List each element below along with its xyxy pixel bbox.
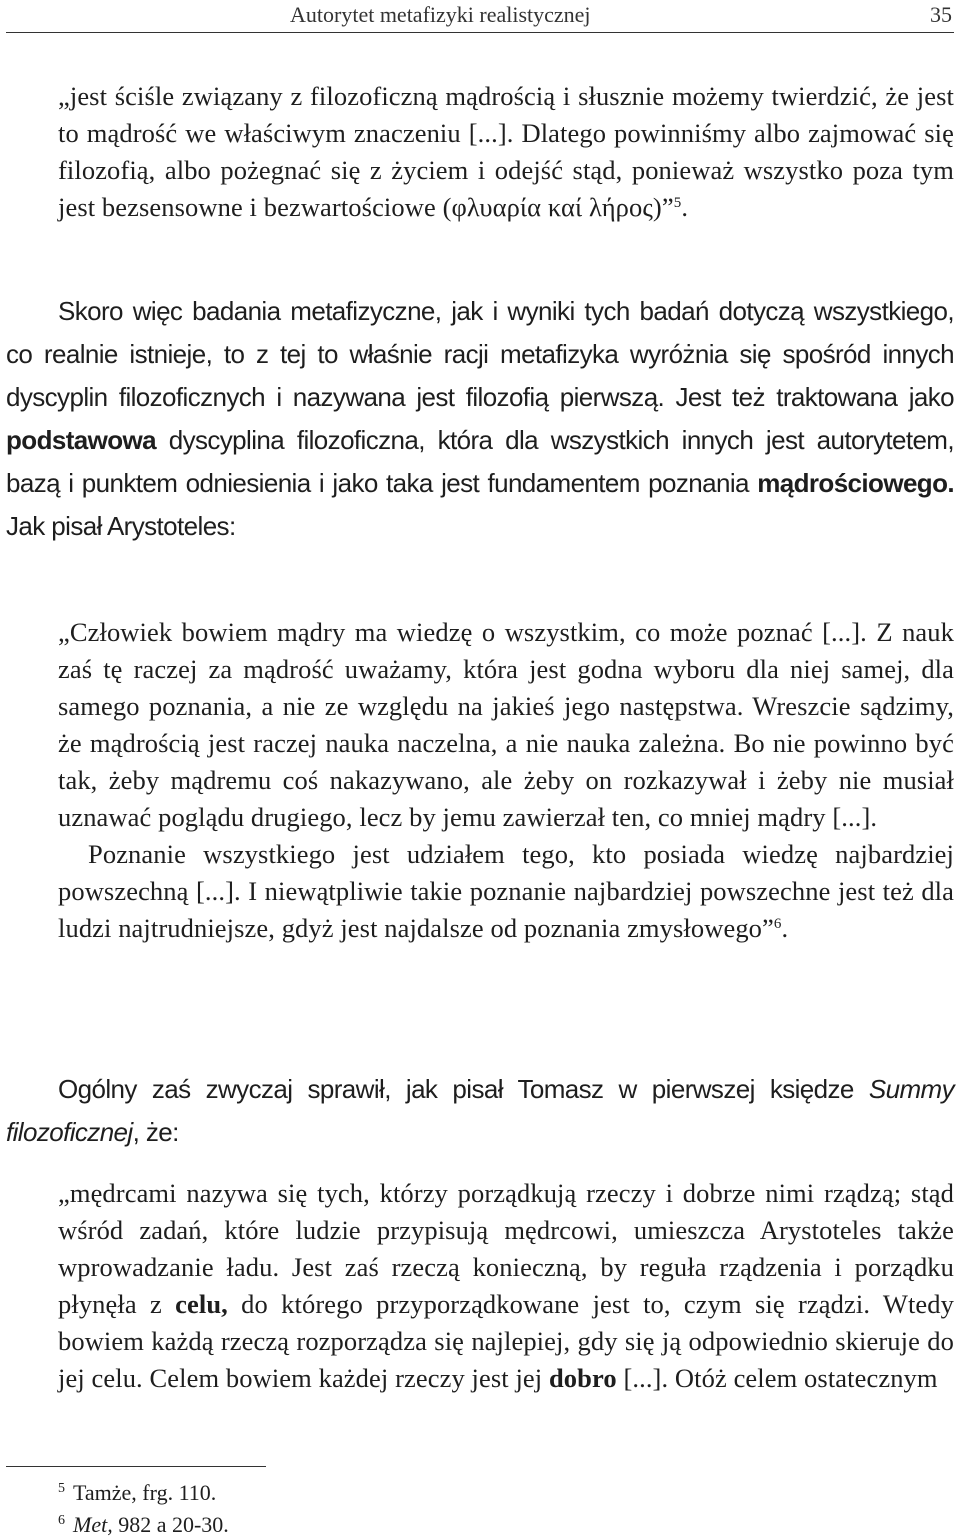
quote-text-end: .	[781, 913, 789, 943]
header-rule	[6, 32, 954, 33]
footnote-ref-5[interactable]: 5	[673, 195, 682, 211]
bold-term-celu: celu,	[175, 1289, 228, 1319]
paragraph-text: Skoro więc badania metafizyczne, jak i wyniki tych badań dotyczą wszystkiego, co realnie istnieje, to z tej to właśnie racji metafizyka wyróżnia się spośród innych dyscyplin filozoficznych i nazywana jest filozofią pierwszą. Jest też traktowana jako	[6, 296, 954, 412]
paragraph-text: Jak pisał Arystoteles:	[6, 511, 236, 541]
paragraph-text: dyscyplina filozoficzna, która dla wszystkich innych jest autorytetem, bazą i punktem odniesienia i jako taka jest fundamentem poznania	[6, 425, 954, 498]
footnote-text: Tamże, frg. 110.	[73, 1480, 217, 1505]
quote-text-end: .	[681, 192, 689, 222]
block-quote-1	[58, 78, 954, 226]
footnote-text: 982 a 20-30.	[112, 1512, 229, 1537]
paragraph-text: , że:	[132, 1117, 179, 1147]
footnote-ref-6[interactable]: 6	[773, 916, 782, 932]
footnote-italic: Met,	[73, 1512, 113, 1537]
quote-text: „mędrcami nazywa się tych, którzy porządkują rzeczy i dobrze nimi rządzą; stąd wśród zadań, które ludzie przypisują mędrcowi, umieszcza Arystoteles także wprowadzanie ładu. Jest zaś rzeczą konieczną, by reguła rządzenia i porządku płynęła z	[58, 1178, 954, 1319]
paragraph-text: Ogólny zaś zwyczaj sprawił, jak pisał Tomasz w pierwszej księdze	[58, 1074, 869, 1104]
footnote-5	[58, 1475, 216, 1507]
block-quote-2	[58, 614, 954, 947]
book-title-italic: Summy filozoficznej	[6, 1074, 954, 1147]
running-title: Autorytet metafizyki realistycznej	[290, 2, 591, 27]
bold-term-dobro: dobro	[548, 1363, 617, 1393]
footnote-number: 5	[58, 1481, 65, 1496]
quote-text: „jest ściśle związany z filozoficzną mądrością i słusznie możemy twierdzić, że jest to mądrość we właściwym znaczeniu [...]. Dlatego powinniśmy albo zajmować się filozofią, albo pożegnać się z życiem i odejść stąd, ponieważ wszystko poza tym jest bezsensowne i bezwartościowe (φλυαρία καί λήρος)”	[58, 81, 954, 222]
paragraph-1	[6, 290, 954, 548]
footnote-6	[58, 1507, 229, 1539]
block-quote-3	[58, 1175, 954, 1397]
page-number: 35	[930, 2, 952, 27]
paragraph-2	[6, 1068, 954, 1154]
footnote-rule	[6, 1466, 266, 1467]
quote-paragraph: „Człowiek bowiem mądry ma wiedzę o wszystkim, co może poznać [...]. Z nauk zaś tę raczej za mądrość uważamy, która jest godna wyboru dla niej samej, dla samego poznania, a nie ze względu na jakieś jego następstwa. Wreszcie sądzimy, że mądrością jest raczej nauka naczelna, a nie nauka zależna. Bo nie powinno być tak, żeby mądremu coś nakazywano, ale żeby on rozkazywał i żeby nie musiał uznawać poglądu drugiego, lecz by jemu zawierzał ten, co mniej mądry [...].	[58, 617, 954, 832]
quote-text: Poznanie wszystkiego jest udziałem tego, kto posiada wiedzę najbardziej powszechną [...]. I niewątpliwie takie poznanie najbardziej powszechne jest też dla ludzi najtrudniejsze, gdyż jest najdalsze od poznania zmysłowego”	[58, 839, 954, 943]
running-head	[0, 0, 960, 34]
bold-term-madrosciowego: mądrościowego.	[757, 468, 954, 498]
footnote-number: 6	[58, 1513, 65, 1528]
bold-term-podstawowa: podstawowa	[6, 425, 157, 455]
quote-text: [...]. Otóż celem ostatecznym	[616, 1363, 938, 1393]
quote-text: do którego przyporządkowane jest to, czym się rządzi. Wtedy bowiem każdą rzeczą rozporządza się najlepiej, gdy się ją odpowiednio skieruje do jej celu. Celem bowiem każdej rzeczy jest jej	[58, 1289, 954, 1393]
